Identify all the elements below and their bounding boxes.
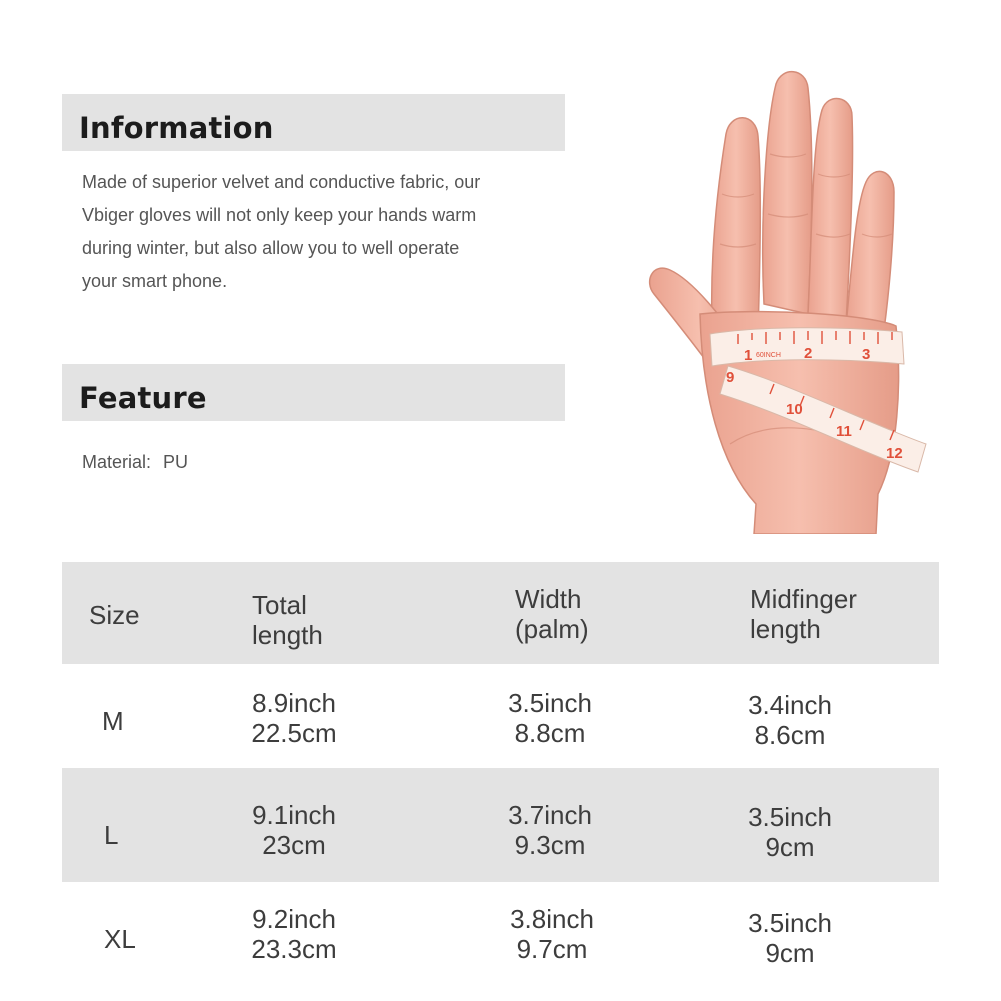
header-midfinger-length — [750, 584, 857, 644]
cell-value: 22.5cm — [251, 718, 337, 748]
midfinger-cell — [730, 908, 850, 968]
cell-value: 3.5inch — [748, 802, 832, 832]
table-header-row — [62, 562, 939, 664]
hand-shape — [650, 72, 899, 534]
cell-value: 3.8inch — [510, 904, 594, 934]
midfinger-cell — [730, 802, 850, 862]
header-text: Width — [515, 584, 582, 614]
cell-value: 9.2inch — [252, 904, 336, 934]
information-heading: Information — [79, 111, 274, 145]
cell-value: 3.5inch — [748, 908, 832, 938]
information-line: during winter, but also allow you to well operate — [82, 238, 460, 258]
table-row — [62, 882, 939, 992]
cell-value: 3.4inch — [748, 690, 832, 720]
header-text: Total — [252, 590, 307, 620]
feature-heading: Feature — [79, 381, 207, 415]
tape-unit-label: 60INCH — [756, 352, 781, 359]
header-total-length — [252, 590, 323, 650]
cell-value: 3.7inch — [508, 800, 592, 830]
information-line: Made of superior velvet and conductive fabric, our — [82, 172, 481, 192]
tape-mark: 2 — [804, 345, 813, 362]
tape-mark: 12 — [886, 445, 903, 462]
cell-value: 8.9inch — [252, 688, 336, 718]
hand-illustration — [640, 64, 940, 534]
information-line: Vbiger gloves will not only keep your hands warm — [82, 205, 477, 225]
information-line: your smart phone. — [82, 271, 228, 291]
header-text: (palm) — [515, 614, 589, 644]
tape-mark: 11 — [836, 423, 852, 440]
table-row — [62, 664, 939, 768]
cell-value: 3.5inch — [508, 688, 592, 718]
tape-mark: 3 — [862, 346, 871, 363]
total-length-cell — [234, 800, 354, 860]
cell-value: 9.3cm — [514, 830, 586, 860]
tape-mark: 10 — [786, 401, 803, 418]
header-text: length — [750, 614, 821, 644]
total-length-cell — [234, 688, 354, 748]
cell-value: 9cm — [765, 832, 815, 862]
information-heading-bar — [62, 94, 565, 151]
information-text — [82, 166, 562, 298]
header-text: Midfinger — [750, 584, 857, 614]
material-value: PU — [163, 452, 189, 472]
cell-value: 8.6cm — [754, 720, 826, 750]
tape-mark: 1 — [744, 347, 753, 364]
size-cell: M — [102, 706, 124, 736]
tape-mark: 9 — [726, 369, 735, 386]
width-cell — [490, 688, 610, 748]
header-size: Size — [89, 600, 140, 630]
cell-value: 9.1inch — [252, 800, 336, 830]
feature-heading-bar — [62, 364, 565, 421]
width-cell — [490, 800, 610, 860]
total-length-cell — [234, 904, 354, 964]
table-row — [62, 768, 939, 882]
cell-value: 9cm — [765, 938, 815, 968]
cell-value: 8.8cm — [514, 718, 586, 748]
hand-measurement-image — [640, 64, 940, 534]
size-cell: XL — [104, 924, 136, 954]
cell-value: 23cm — [262, 830, 326, 860]
material-spec — [82, 452, 188, 473]
midfinger-cell — [730, 690, 850, 750]
size-cell: L — [104, 820, 119, 850]
width-cell — [492, 904, 612, 964]
cell-value: 9.7cm — [516, 934, 588, 964]
header-text: length — [252, 620, 323, 650]
header-width — [515, 584, 589, 644]
material-label: Material: — [82, 452, 152, 472]
cell-value: 23.3cm — [251, 934, 337, 964]
